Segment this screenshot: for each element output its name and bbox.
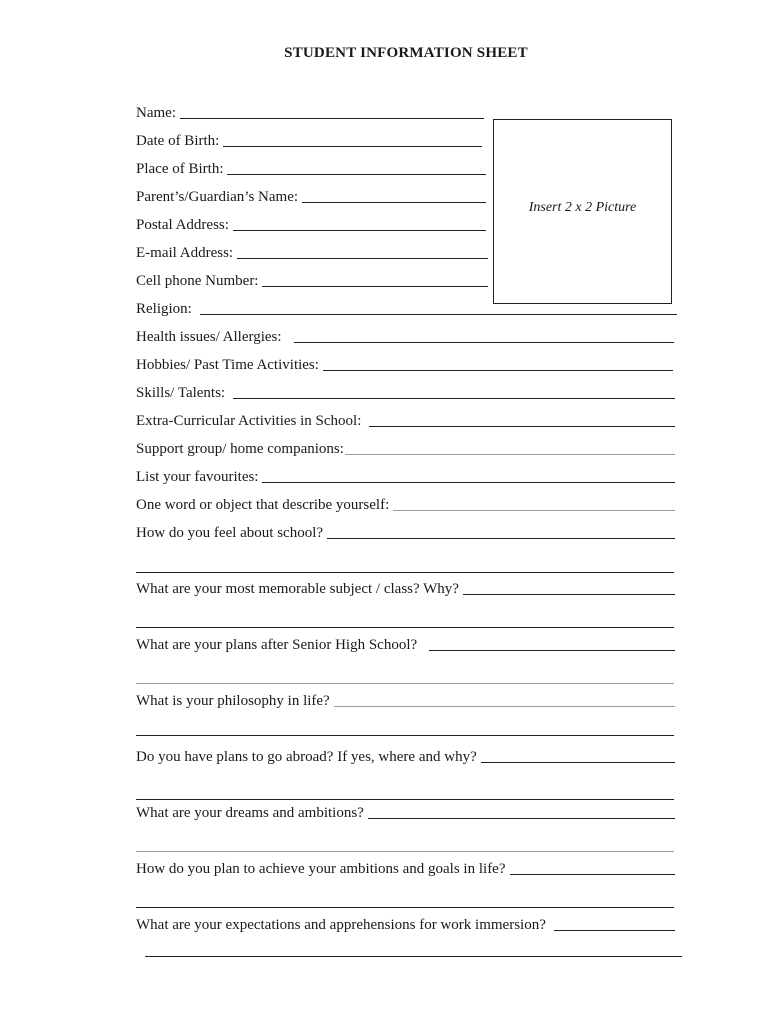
- field-place-of-birth-label: Place of Birth:: [136, 161, 224, 177]
- field-hobbies: [136, 355, 673, 373]
- field-health-issues: [136, 327, 674, 345]
- question-plans-after-shs-label: What are your plans after Senior High School?: [136, 637, 418, 653]
- field-guardian-name-label: Parent’s/Guardian’s Name:: [136, 189, 299, 205]
- field-hobbies-input-line[interactable]: [323, 369, 673, 371]
- field-religion-label: Religion:: [136, 301, 192, 317]
- field-postal-address-input-line[interactable]: [233, 229, 486, 231]
- question-work-immersion-label: What are your expectations and apprehensions for work immersion?: [136, 917, 546, 933]
- question-achieve-ambitions-label: How do you plan to achieve your ambitions and goals in life?: [136, 861, 506, 877]
- field-postal-address-label: Postal Address:: [136, 217, 229, 233]
- question-philosophy-input-line[interactable]: [334, 705, 675, 707]
- answer-line[interactable]: [136, 683, 674, 684]
- field-name: [136, 103, 484, 121]
- field-hobbies-label: Hobbies/ Past Time Activities:: [136, 357, 319, 373]
- field-place-of-birth: [136, 159, 486, 177]
- field-favourites: [136, 467, 675, 485]
- field-feel-about-school-label: How do you feel about school?: [136, 525, 324, 541]
- question-go-abroad-input-line[interactable]: [481, 761, 675, 763]
- field-extra-curricular: [136, 411, 675, 429]
- field-extra-curricular-input-line[interactable]: [369, 425, 675, 427]
- question-dreams-input-line[interactable]: [368, 817, 675, 819]
- question-go-abroad-label: Do you have plans to go abroad? If yes, where and why?: [136, 749, 477, 765]
- question-achieve-ambitions-input-line[interactable]: [510, 873, 676, 875]
- question-work-immersion-input-line[interactable]: [554, 929, 675, 931]
- question-philosophy-label: What is your philosophy in life?: [136, 693, 330, 709]
- question-philosophy: [136, 691, 675, 709]
- field-guardian-name: [136, 187, 486, 205]
- document-title: STUDENT INFORMATION SHEET: [284, 45, 528, 61]
- field-support-group: [136, 439, 675, 457]
- field-one-word-label: One word or object that describe yourself:: [136, 497, 390, 513]
- field-one-word: [136, 495, 675, 513]
- field-favourites-label: List your favourites:: [136, 469, 259, 485]
- field-one-word-input-line[interactable]: [393, 509, 675, 511]
- field-name-input-line[interactable]: [180, 117, 484, 119]
- answer-line[interactable]: [136, 627, 674, 628]
- field-name-label: Name:: [136, 105, 176, 121]
- field-cell-phone: [136, 271, 488, 289]
- question-achieve-ambitions: [136, 859, 675, 877]
- field-email-input-line[interactable]: [237, 257, 488, 259]
- answer-line[interactable]: [136, 799, 674, 800]
- question-go-abroad: [136, 747, 675, 765]
- question-memorable-subject: [136, 579, 675, 597]
- field-support-group-label: Support group/ home companions:: [136, 441, 344, 457]
- field-support-group-input-line[interactable]: [345, 453, 675, 455]
- question-plans-after-shs-input-line[interactable]: [429, 649, 675, 651]
- field-date-of-birth-input-line[interactable]: [223, 145, 482, 147]
- question-dreams: [136, 803, 675, 821]
- question-memorable-subject-input-line[interactable]: [463, 593, 675, 595]
- field-health-issues-label: Health issues/ Allergies:: [136, 329, 282, 345]
- field-religion-input-line[interactable]: [200, 313, 677, 315]
- answer-line[interactable]: [145, 956, 682, 957]
- answer-line[interactable]: [136, 735, 674, 736]
- field-feel-about-school-input-line[interactable]: [327, 537, 675, 539]
- field-postal-address: [136, 215, 486, 233]
- field-religion: [136, 299, 677, 317]
- field-guardian-name-input-line[interactable]: [302, 201, 486, 203]
- answer-line[interactable]: [136, 907, 674, 908]
- field-skills-label: Skills/ Talents:: [136, 385, 226, 401]
- field-place-of-birth-input-line[interactable]: [227, 173, 486, 175]
- field-email: [136, 243, 488, 261]
- field-cell-phone-input-line[interactable]: [262, 285, 488, 287]
- field-skills-input-line[interactable]: [233, 397, 675, 399]
- photo-placeholder-box[interactable]: [493, 119, 672, 304]
- field-health-issues-input-line[interactable]: [294, 341, 674, 343]
- field-feel-about-school: [136, 523, 675, 541]
- field-date-of-birth: [136, 131, 482, 149]
- field-extra-curricular-label: Extra-Curricular Activities in School:: [136, 413, 362, 429]
- question-dreams-label: What are your dreams and ambitions?: [136, 805, 364, 821]
- answer-line[interactable]: [136, 851, 674, 852]
- field-cell-phone-label: Cell phone Number:: [136, 273, 259, 289]
- question-memorable-subject-label: What are your most memorable subject / class? Why?: [136, 581, 459, 597]
- field-favourites-input-line[interactable]: [262, 481, 675, 483]
- field-date-of-birth-label: Date of Birth:: [136, 133, 220, 149]
- field-skills: [136, 383, 675, 401]
- field-email-label: E-mail Address:: [136, 245, 234, 261]
- answer-line[interactable]: [136, 572, 674, 573]
- photo-placeholder-label: Insert 2 x 2 Picture: [528, 199, 637, 215]
- question-work-immersion: [136, 915, 675, 933]
- question-plans-after-shs: [136, 635, 675, 653]
